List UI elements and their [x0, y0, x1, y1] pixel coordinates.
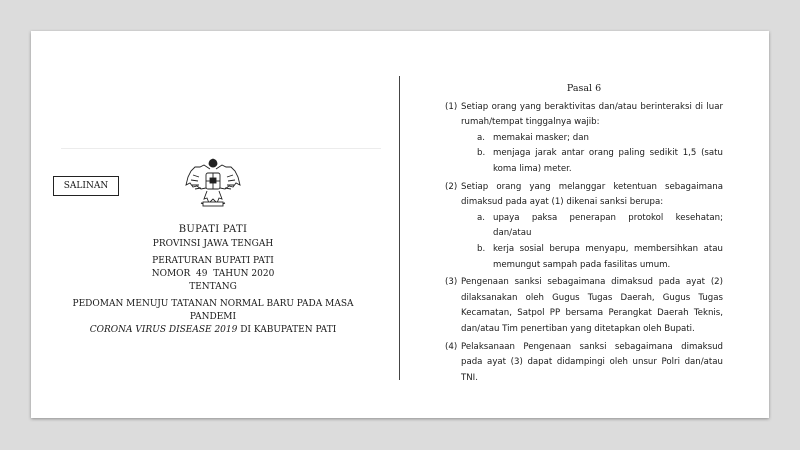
- paragraph-text: Setiap orang yang beraktivitas dan/atau berinteraksi di luar rumah/tempat tinggalnya wajib:: [461, 101, 723, 128]
- subject-line-2: [63, 324, 363, 337]
- subject-italic: CORONA VIRUS DISEASE 2019: [89, 325, 238, 335]
- separator-line: [61, 148, 381, 149]
- paragraph-number: (1): [445, 101, 458, 112]
- sub-item: [477, 131, 723, 147]
- document-sheet: [31, 31, 769, 418]
- paragraph-text: Pengenaan sanksi sebagaimana dimaksud pada ayat (2) dilaksanakan oleh Gugus Tugas Daerah, Gugus Tugas Kecamatan, Satpol PP bersama Perangkat Daerah Teknis, dan/atau Tim penertiban yang ditetapkan oleh Bupati.: [461, 277, 723, 334]
- sub-item-text: memakai masker; dan: [493, 132, 589, 143]
- sub-item: [477, 211, 723, 242]
- paragraph: [445, 100, 723, 178]
- paragraph: [445, 180, 723, 274]
- sub-item-text: kerja sosial berupa menyapu, membersihkan atau memungut sampah pada fasilitas umum.: [493, 243, 723, 270]
- garuda-emblem-icon: [183, 155, 243, 215]
- paragraph: [445, 275, 723, 337]
- paragraph-number: (3): [445, 277, 458, 288]
- paragraph-text: Setiap orang yang melanggar ketentuan sebagaimana dimaksud pada ayat (1) dikenai sanksi berupa:: [461, 181, 723, 208]
- article-title: Pasal 6: [566, 83, 602, 94]
- sub-item: [477, 242, 723, 273]
- regulation-heading: [63, 223, 363, 337]
- regulation-number: NOMOR 49 TAHUN 2020: [151, 269, 275, 279]
- paragraph: [445, 340, 723, 387]
- sub-item-text: upaya paksa penerapan protokol kesehatan; dan/atau: [493, 212, 723, 239]
- subject-rest: DI KABUPATEN PATI: [237, 325, 337, 335]
- paragraph-text: Pelaksanaan Pengenaan sanksi sebagaimana dimaksud pada ayat (3) dapat didampingi oleh unsur Polri dan/atau TNI.: [461, 341, 723, 383]
- sub-item-letter: b.: [477, 148, 486, 159]
- regulation-name: PERATURAN BUPATI PATI: [152, 256, 274, 266]
- paragraph-number: (2): [445, 181, 458, 192]
- subject-line-1: PEDOMAN MENUJU TATANAN NORMAL BARU PADA MASA PANDEMI: [72, 299, 354, 322]
- issuer-title: BUPATI PATI: [178, 224, 248, 235]
- paragraph-number: (4): [445, 341, 458, 352]
- sub-item: [477, 146, 723, 177]
- sub-item-text: menjaga jarak antar orang paling sedikit 1,5 (satu koma lima) meter.: [493, 148, 723, 174]
- page-divider: [399, 76, 400, 380]
- tentang-label: TENTANG: [189, 282, 237, 292]
- sub-item-letter: b.: [477, 243, 486, 254]
- province-name: PROVINSI JAWA TENGAH: [152, 239, 274, 249]
- salinan-stamp: SALINAN: [53, 176, 119, 196]
- sub-item-letter: a.: [477, 212, 485, 223]
- sub-item-letter: a.: [477, 132, 485, 143]
- article-text: [445, 81, 723, 388]
